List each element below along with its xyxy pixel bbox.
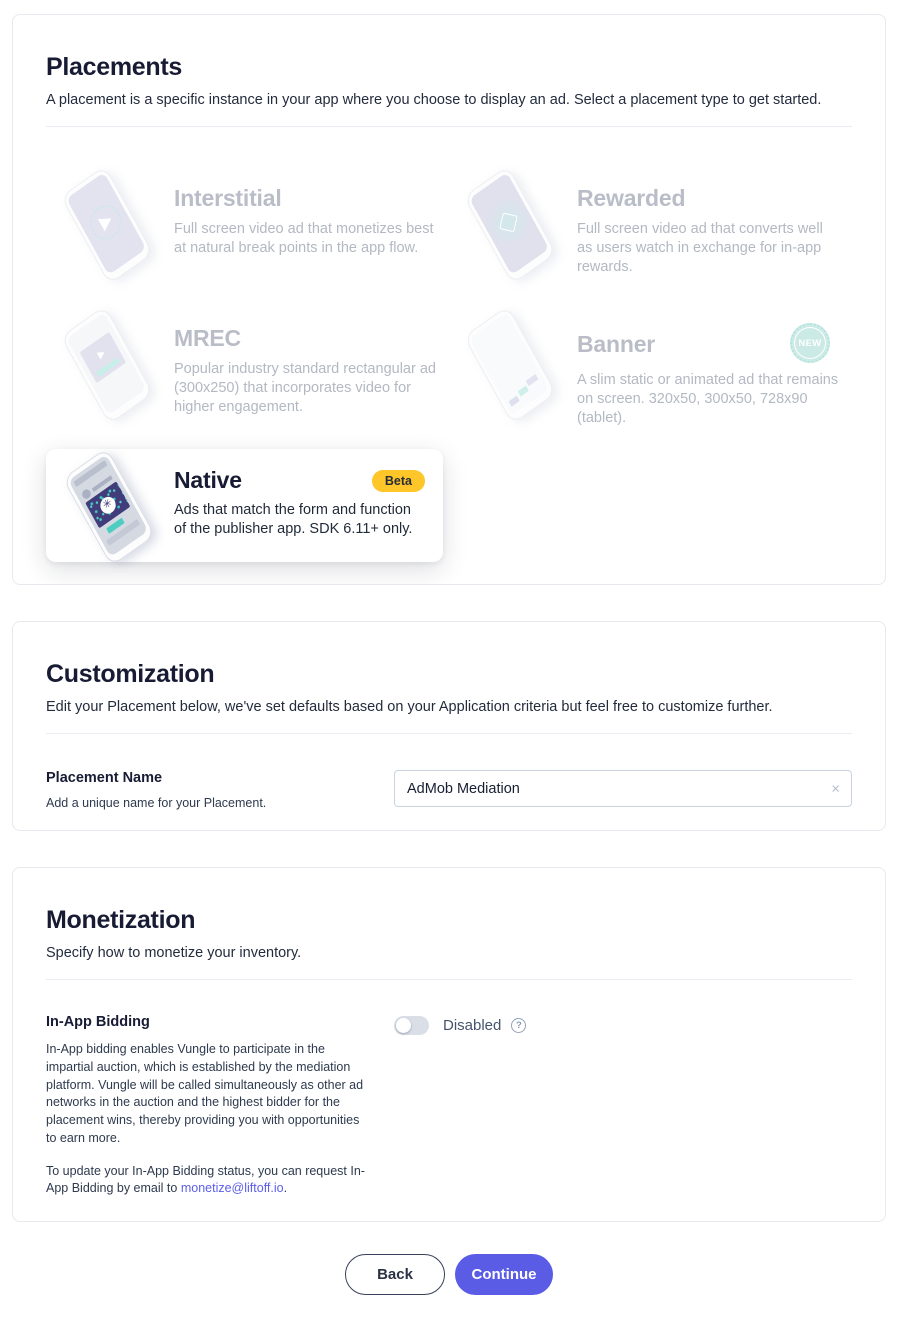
paragraph2-prefix: To update your In-App Bidding status, you can request In-App Bidding by email to (46, 1163, 365, 1196)
customization-card (12, 621, 886, 831)
play-icon (97, 349, 107, 360)
placement-option-mrec[interactable] (46, 309, 449, 449)
divider (46, 126, 852, 127)
toggle-knob (396, 1018, 411, 1033)
mrec-phone-icon (46, 309, 174, 421)
continue-button[interactable]: Continue (455, 1254, 553, 1295)
native-phone-icon (48, 455, 174, 555)
placement-name-label: Placement Name (46, 770, 163, 786)
option-desc-interstitial: Full screen video ad that monetizes best at natural break points in the app flow. (174, 221, 434, 257)
monetization-description: Specify how to monetize your inventory. (46, 945, 302, 961)
placement-name-value: AdMob Mediation (407, 780, 520, 797)
interstitial-phone-icon (46, 169, 174, 281)
option-title-mrec: MREC (174, 325, 241, 351)
placements-title: Placements (46, 53, 182, 81)
help-icon[interactable]: ? (511, 1018, 526, 1033)
in-app-bidding-label: In-App Bidding (46, 1014, 150, 1030)
customization-title: Customization (46, 660, 215, 688)
banner-phone-icon (449, 309, 577, 421)
customization-description: Edit your Placement below, we've set defaults based on your Application criteria but feel free to customize further. (46, 699, 773, 715)
placement-name-helper: Add a unique name for your Placement. (46, 796, 267, 810)
monetize-email-link[interactable]: monetize@liftoff.io (180, 1181, 284, 1196)
beta-badge: Beta (372, 470, 425, 492)
monetization-card (12, 867, 886, 1222)
monetization-title: Monetization (46, 906, 196, 934)
in-app-bidding-status: Disabled (443, 1016, 502, 1034)
paragraph2-suffix: . (283, 1181, 288, 1196)
divider (46, 979, 852, 980)
in-app-bidding-toggle[interactable] (394, 1016, 429, 1035)
shutter-icon: ✳ (97, 493, 118, 516)
in-app-bidding-paragraph2 (46, 1163, 370, 1199)
new-badge: NEW (790, 323, 830, 363)
option-title-interstitial: Interstitial (174, 185, 282, 211)
clear-input-icon[interactable]: × (831, 780, 840, 797)
footer-actions (0, 1254, 898, 1295)
placement-name-input[interactable] (394, 770, 852, 807)
placement-option-rewarded[interactable] (449, 169, 852, 309)
placement-options-grid (46, 169, 852, 562)
option-desc-mrec: Popular industry standard rectangular ad (300x250) that incorporates video for higher engagement. (174, 361, 436, 416)
placement-option-banner[interactable] (449, 309, 852, 449)
rewarded-phone-icon (449, 169, 577, 281)
in-app-bidding-paragraph: In-App bidding enables Vungle to participate in the impartial auction, which is established by the mediation platform. Vungle will be called simultaneously as other ad networks in the auction and the highest bidder for the placement wins, thereby providing you with opportunities to earn more. (46, 1042, 364, 1145)
placement-option-interstitial[interactable] (46, 169, 449, 309)
placements-card (12, 14, 886, 585)
option-desc-banner: A slim static or animated ad that remains on screen. 320x50, 300x50, 728x90 (tablet). (577, 372, 839, 427)
placement-option-native-selected[interactable] (46, 449, 443, 562)
divider (46, 733, 852, 734)
diamond-icon (499, 212, 518, 232)
option-desc-rewarded: Full screen video ad that converts well as users watch in exchange for in-app rewards. (577, 221, 823, 276)
option-title-rewarded: Rewarded (577, 185, 686, 211)
placements-description: A placement is a specific instance in your app where you choose to display an ad. Select a placement type to get started. (46, 92, 822, 108)
option-title-native: Native (174, 467, 242, 493)
back-button[interactable]: Back (345, 1254, 445, 1295)
option-title-banner: Banner (577, 330, 656, 357)
option-desc-native: Ads that match the form and function of the publisher app. SDK 6.11+ only. (174, 502, 413, 538)
